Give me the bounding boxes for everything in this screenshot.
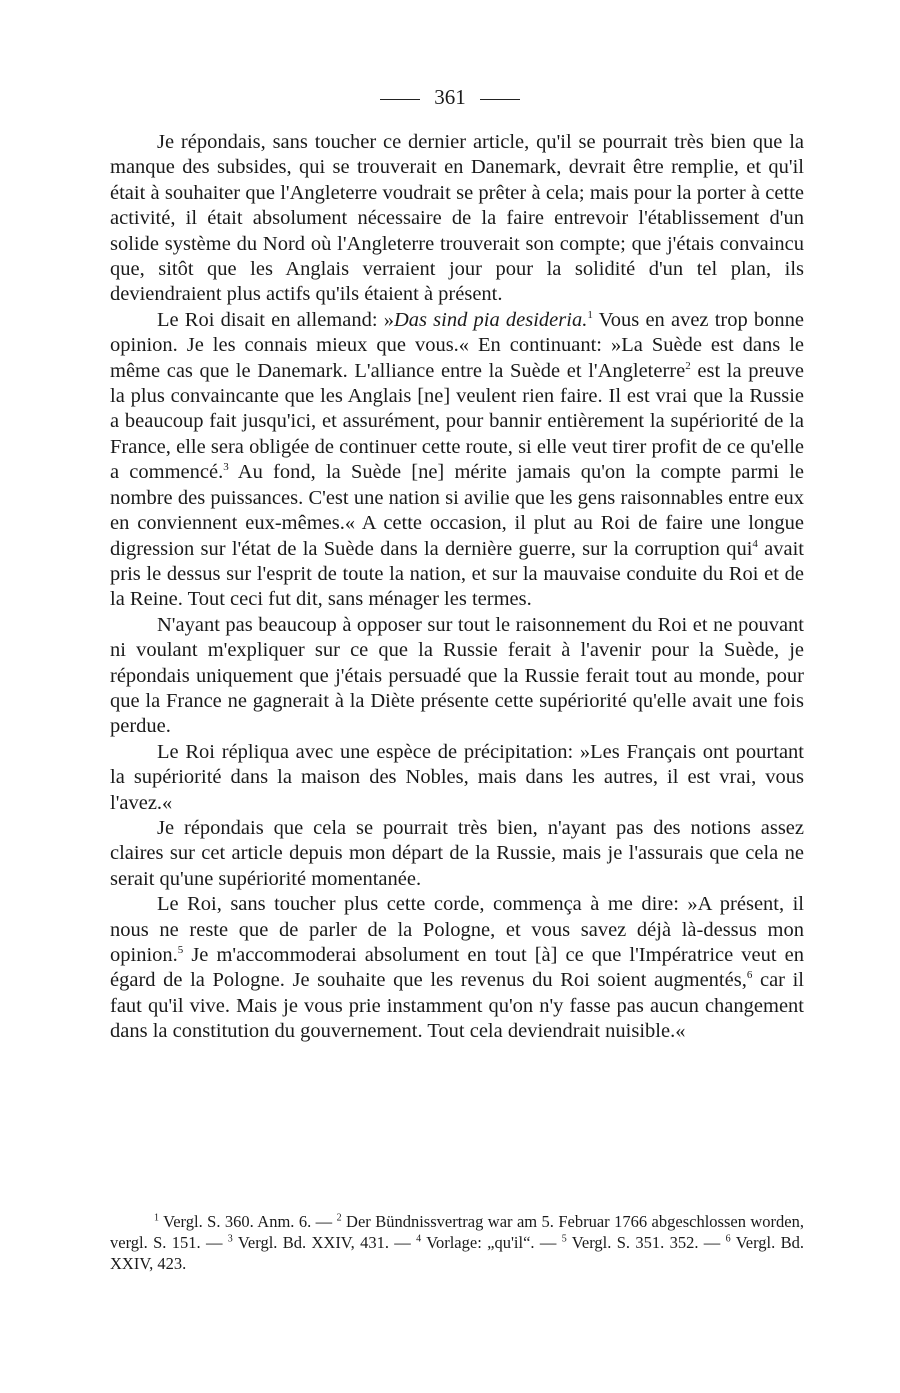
paragraph (110, 308, 804, 613)
text-run: Vous en avez trop bonne opinion. Je les connais mieux que vous.« En continuant: »La Suède est dans le même cas que le Danemark. L'alliance entre la Suède et l'Angleterre (110, 308, 804, 382)
text-run: Le Roi répliqua avec une espèce de précipitation: »Les Français ont pourtant la supériorité dans la maison des Nobles, mais dans les autres, il est vrai, vous l'avez.« (110, 740, 804, 814)
footnote-marker: 1 (587, 309, 593, 322)
italic-text: Das sind pia desideria. (393, 308, 588, 331)
text-run: N'ayant pas beaucoup à opposer sur tout le raisonnement du Roi et ne pouvant ni voulant m'expliquer sur ce que la Russie ferait à l'avenir pour la Suède, je répondais uniquement que j'étais persuadé que la Russie ferait tout au monde, pour que la France ne gagnerait à la Diète présente cette supériorité qu'elle avait une fois perdue. (110, 613, 804, 738)
footnote-marker: 3 (227, 1233, 233, 1245)
footnote-marker: 4 (752, 537, 758, 550)
footnote-marker: 2 (685, 359, 691, 372)
footnote-marker: 5 (561, 1233, 567, 1245)
paragraph (110, 613, 804, 740)
body-text (110, 130, 804, 1045)
text-run: avait pris le dessus sur l'esprit de toute la nation, et sur la mauvaise conduite du Roi et de la Reine. Tout ceci fut dit, sans ménager les termes. (110, 537, 804, 611)
text-run: Je répondais que cela se pourrait très bien, n'ayant pas des notions assez claires sur cet article depuis mon départ de la Russie, mais je l'assurais que cela ne serait qu'une supériorité momentanée. (110, 816, 804, 890)
right-dash (480, 99, 520, 100)
text-run: Vergl. S. 360. Anm. 6. — (159, 1212, 337, 1231)
text-run: Vergl. S. 351. 352. — (566, 1233, 726, 1252)
footnote-marker: 6 (746, 969, 753, 982)
text-run: Je répondais, sans toucher ce dernier article, qu'il se pourrait très bien que la manque des subsides, qui se trouverait en Danemark, devrait être remplie, et qu'il était à souhaiter que l'Angleterre voudrait se prêter à cela; mais pour la porter à cette activité, il était absolument nécessaire de la faire entrevoir l'établissement d'un solide système du Nord où l'Angleterre trouverait son compte; que j'étais convaincu que, sitôt que les Anglais verraient jour pour la solidité d'un tel plan, ils deviendraient plus actifs qu'ils étaient à présent. (110, 131, 804, 306)
text-run: Vergl. Bd. XXIV, 431. — (232, 1233, 417, 1252)
text-run: est la preuve la plus convaincante que les Anglais [ne] veulent rien faire. Il est vrai que la Russie a beaucoup fait jusqu'ici, et assurément, pour bannir entièrement la supériorité de la France, elle sera obligée de continuer cette route, si elle veut tirer profit de ce qu'elle a commencé. (110, 359, 805, 484)
text-run: Vergl. Bd. XXIV, 423. (110, 1233, 804, 1273)
paragraph (110, 892, 804, 1044)
paragraph (110, 816, 804, 892)
left-dash (380, 99, 420, 100)
page-number: 361 (434, 85, 466, 109)
text-run: Le Roi disait en allemand: » (157, 308, 394, 331)
footnote-marker: 2 (336, 1212, 342, 1224)
text-run: Au fond, la Suède [ne] mérite jamais qu'on la compte parmi le nombre des puissances. C'est une nation si avilie que les gens raisonnables entre eux en conviennent eux-mêmes.« A cette occasion, il plut au Roi de faire une longue digression sur l'état de la Suède dans la dernière guerre, sur la corruption qui (110, 461, 804, 560)
text-run: car il faut qu'il vive. Mais je vous prie instamment qu'on n'y fasse pas aucun changement dans la constitution du gouvernement. Tout cela deviendrait nuisible.« (110, 969, 805, 1043)
paragraph (110, 740, 804, 816)
footnotes (110, 1211, 804, 1274)
text-run: Je m'accommoderai absolument en tout [à] ce que l'Impératrice veut en égard de la Pologne. Je souhaite que les revenus du Roi soient augmentés, (110, 944, 804, 992)
footnote-marker: 6 (725, 1233, 731, 1245)
paragraph (110, 130, 804, 308)
footnote-marker: 3 (223, 461, 229, 474)
text-run: Vorlage: „qu'il“. — (421, 1233, 562, 1252)
text-run: Der Bündnissvertrag war am 5. Februar 1766 abgeschlossen worden, vergl. S. 151. — (110, 1212, 804, 1252)
footnote-marker: 5 (177, 944, 184, 957)
footnote-marker: 4 (416, 1233, 422, 1245)
text-run: Le Roi, sans toucher plus cette corde, commença à me dire: »A présent, il nous ne reste que de parler de la Pologne, et vous savez déjà là-dessus mon opinion. (110, 893, 804, 966)
footnote-marker: 1 (154, 1212, 159, 1224)
page-number-header (0, 84, 900, 110)
